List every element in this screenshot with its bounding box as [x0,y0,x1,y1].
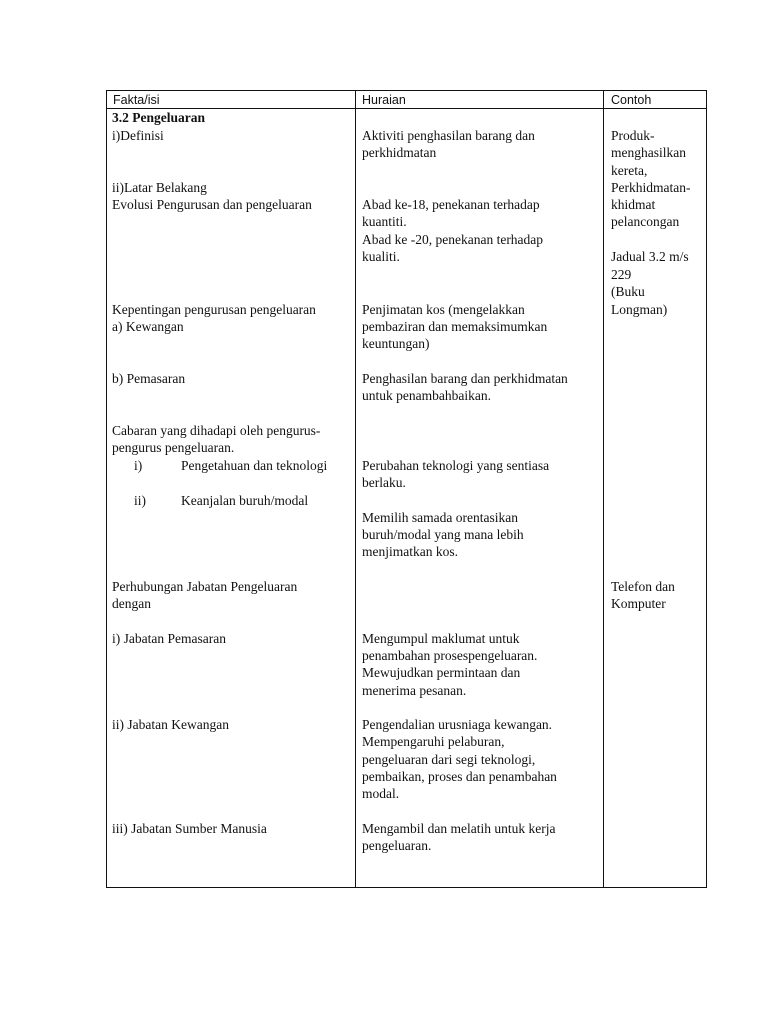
content-table [106,90,707,888]
contoh-line: 229 [611,267,632,282]
huraian-pemasaran-line: Penghasilan barang dan perkhidmatan [362,371,568,386]
huraian-kewangan-line: keuntungan) [362,336,430,351]
cabaran-item-text: Pengetahuan dan teknologi [181,458,328,473]
definisi-label: i)Definisi [112,128,164,143]
contoh-line: Jadual 3.2 m/s [611,249,689,264]
kepentingan-label: Kepentingan pengurusan pengeluaran [112,302,316,317]
huraian-jab-pemasaran-line: Mewujudkan permintaan dan [362,665,521,680]
huraian-evolusi-line: Abad ke -20, penekanan terhadap [362,232,544,247]
contoh-line: Komputer [611,596,666,611]
huraian-teknologi-line: berlaku. [362,475,406,490]
contoh-line: Telefon dan [611,579,675,594]
cabaran-label-line2: pengurus pengeluaran. [112,440,235,455]
contoh-line: pelancongan [611,214,680,229]
huraian-jab-kewangan-line: Mempengaruhi pelaburan, [362,734,505,749]
huraian-jab-kewangan-line: modal. [362,786,400,801]
cabaran-label-line1: Cabaran yang dihadapi oleh pengurus- [112,423,321,438]
huraian-buruh-line: buruh/modal yang mana lebih [362,527,524,542]
jabatan-sumber-manusia-label: iii) Jabatan Sumber Manusia [112,821,267,836]
latar-belakang-label: ii)Latar Belakang [112,180,207,195]
contoh-line: kereta, [611,163,648,178]
huraian-definisi-line: Aktiviti penghasilan barang dan [362,128,535,143]
contoh-line: Perkhidmatan- [611,180,691,195]
column-divider-2 [603,91,604,887]
huraian-kewangan-line: Penjimatan kos (mengelakkan [362,302,525,317]
huraian-jab-sumber-manusia-line: pengeluaran. [362,838,432,853]
jabatan-pemasaran-label: i) Jabatan Pemasaran [112,631,226,646]
contoh-line: menghasilkan [611,145,686,160]
perhubungan-label-line1: Perhubungan Jabatan Pengeluaran [112,579,298,594]
perhubungan-label-line2: dengan [112,596,151,611]
huraian-jab-kewangan-line: pembaikan, proses dan penambahan [362,769,557,784]
huraian-jab-pemasaran-line: Mengumpul maklumat untuk [362,631,520,646]
header-contoh: Contoh [611,93,652,107]
huraian-kewangan-line: pembaziran dan memaksimumkan [362,319,548,334]
contoh-line: (Buku [611,284,645,299]
cabaran-item-number: i) [134,458,143,473]
huraian-jab-kewangan-line: Pengendalian urusniaga kewangan. [362,717,553,732]
huraian-definisi-line: perkhidmatan [362,145,437,160]
huraian-pemasaran-line: untuk penambahbaikan. [362,388,491,403]
column-divider-1 [355,91,356,887]
kewangan-label: a) Kewangan [112,319,184,334]
header-fakta-isi: Fakta/isi [113,93,160,107]
huraian-evolusi-line: kualiti. [362,249,400,264]
cabaran-item-text: Keanjalan buruh/modal [181,493,309,508]
pemasaran-label: b) Pemasaran [112,371,186,386]
evolusi-label: Evolusi Pengurusan dan pengeluaran [112,197,312,212]
jabatan-kewangan-label: ii) Jabatan Kewangan [112,717,229,732]
huraian-teknologi-line: Perubahan teknologi yang sentiasa [362,458,550,473]
huraian-buruh-line: Memilih samada orentasikan [362,510,518,525]
huraian-evolusi-line: Abad ke-18, penekanan terhadap [362,197,540,212]
contoh-line: Produk- [611,128,655,143]
contoh-line: Longman) [611,302,668,317]
cabaran-item-number: ii) [134,493,146,508]
huraian-jab-kewangan-line: pengeluaran dari segi teknologi, [362,752,536,767]
contoh-line: khidmat [611,197,656,212]
huraian-jab-pemasaran-line: penambahan prosespengeluaran. [362,648,538,663]
header-huraian: Huraian [362,93,406,107]
huraian-jab-pemasaran-line: menerima pesanan. [362,683,467,698]
section-title: 3.2 Pengeluaran [112,110,205,125]
huraian-evolusi-line: kuantiti. [362,214,407,229]
huraian-jab-sumber-manusia-line: Mengambil dan melatih untuk kerja [362,821,556,836]
huraian-buruh-line: menjimatkan kos. [362,544,458,559]
